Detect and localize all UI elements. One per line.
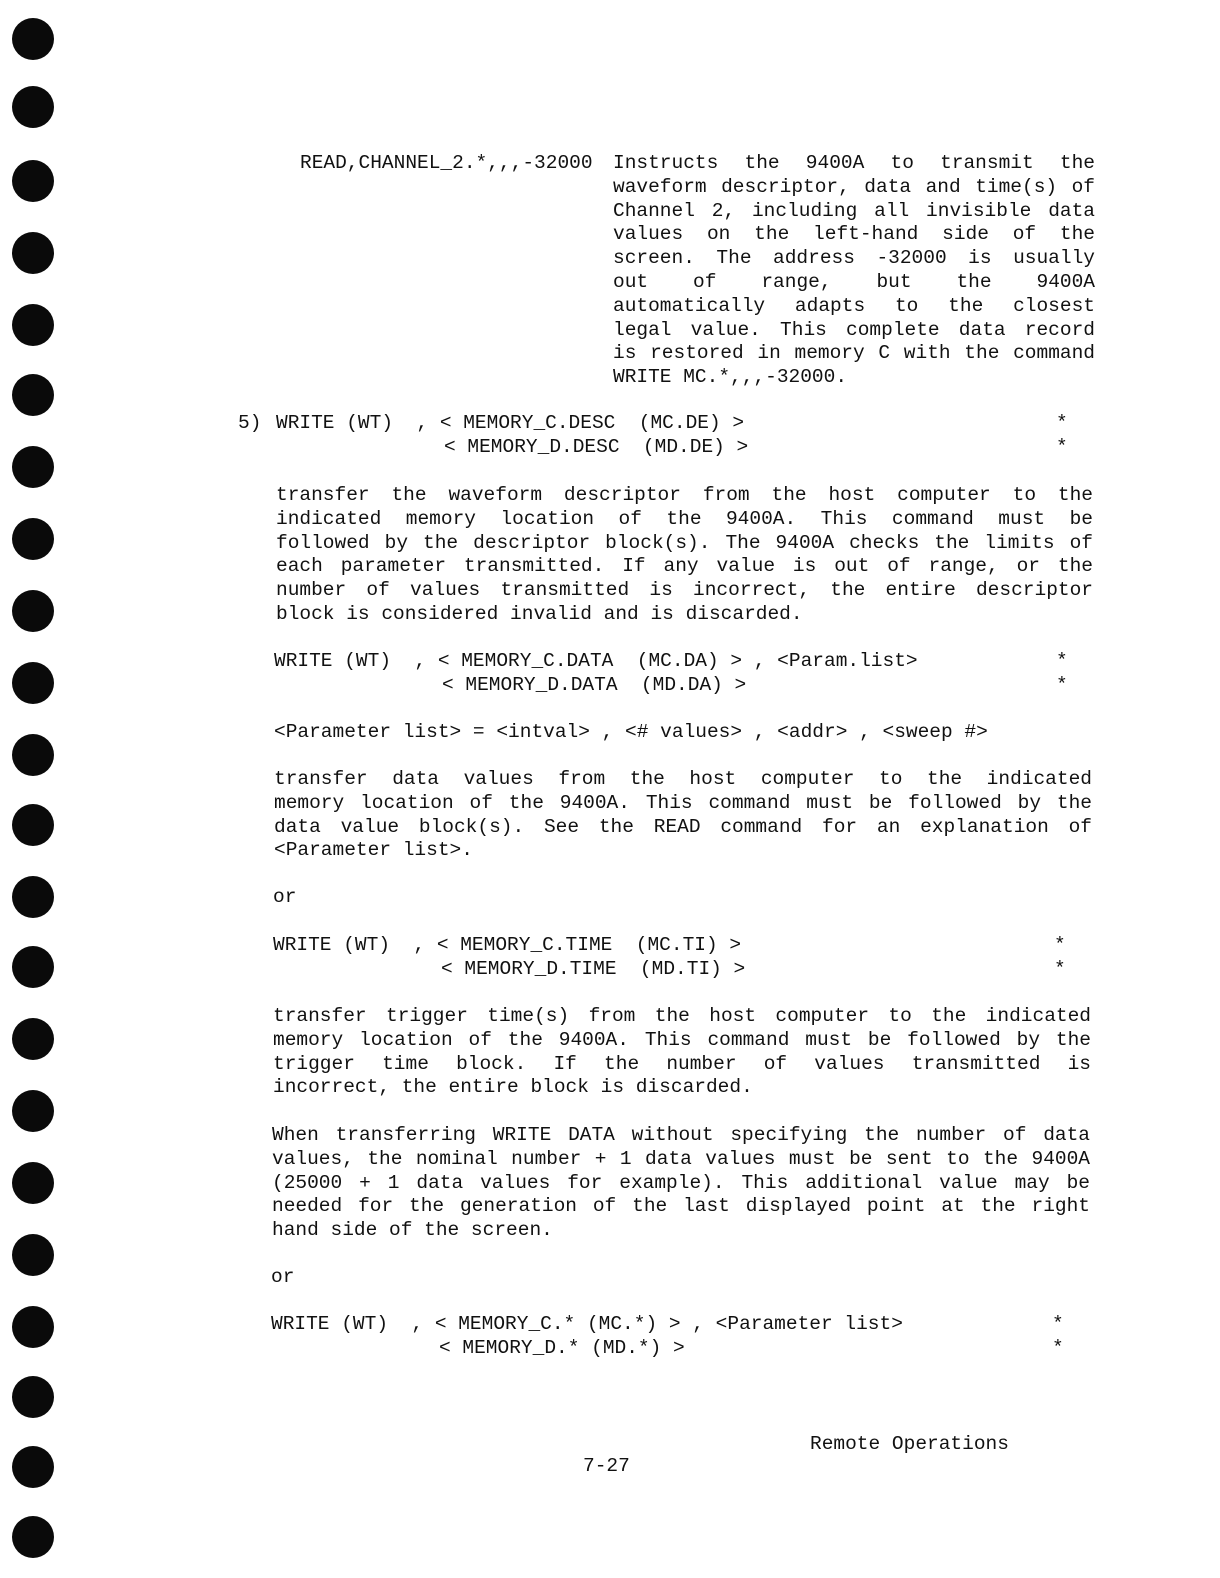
binder-hole <box>12 232 54 274</box>
asterisk-marker: * <box>1054 934 1066 956</box>
binder-hole <box>12 662 54 704</box>
command-syntax-desc: WRITE (WT) , < MEMORY_C.DESC (MC.DE) > <box>276 412 745 434</box>
text-line: Instructs the 9400A to transmit the <box>613 152 1095 174</box>
asterisk-marker: * <box>1056 650 1068 672</box>
text-line: hand side of the screen. <box>272 1219 553 1242</box>
data-paragraph <box>274 768 1092 863</box>
binder-hole <box>12 518 54 560</box>
text-line: each parameter transmitted. If any value is out of range, or the <box>276 555 1093 578</box>
or-separator: or <box>273 886 297 908</box>
time-paragraph <box>273 1005 1091 1100</box>
page-number: 7-27 <box>583 1455 630 1477</box>
binder-hole <box>12 446 54 488</box>
text-line: indicated memory location of the 9400A. This command must be <box>276 507 1093 530</box>
text-line: transfer trigger time(s) from the host computer to the indicated <box>273 1005 1091 1027</box>
text-line: automatically adapts to the closest <box>613 294 1095 317</box>
asterisk-marker: * <box>1056 674 1068 696</box>
example-command: READ,CHANNEL_2.*,,,-32000 <box>300 152 593 174</box>
example-description <box>613 152 1095 390</box>
asterisk-marker: * <box>1056 436 1068 458</box>
text-line: data value block(s). See the READ command for an explanation of <box>274 815 1092 838</box>
asterisk-marker: * <box>1052 1337 1064 1359</box>
binder-hole <box>12 1234 54 1276</box>
text-line: needed for the generation of the last displayed point at the right <box>272 1195 1090 1218</box>
text-line: memory location of the 9400A. This command must be followed by the <box>274 791 1092 814</box>
binder-hole <box>12 1516 54 1558</box>
binder-hole <box>12 374 54 416</box>
binder-hole <box>12 1446 54 1488</box>
command-syntax-desc-alt: < MEMORY_D.DESC (MD.DE) > <box>444 436 749 458</box>
command-syntax-data-alt: < MEMORY_D.DATA (MD.DA) > <box>442 674 747 696</box>
text-line: Channel 2, including all invisible data <box>613 199 1095 222</box>
footer-section-title: Remote Operations <box>810 1433 1009 1455</box>
parameter-list-definition: <Parameter list> = <intval> , <# values> , <addr> , <sweep #> <box>274 721 988 743</box>
command-syntax-time: WRITE (WT) , < MEMORY_C.TIME (MC.TI) > <box>273 934 742 956</box>
binder-hole <box>12 86 54 128</box>
asterisk-marker: * <box>1056 412 1068 434</box>
item-number: 5) <box>238 412 262 434</box>
text-line: block is considered invalid and is discarded. <box>276 602 803 625</box>
binder-hole <box>12 160 54 202</box>
text-line: (25000 + 1 data values for example). This additional value may be <box>272 1171 1090 1194</box>
text-line: transfer data values from the host computer to the indicated <box>274 768 1092 790</box>
binder-hole <box>12 946 54 988</box>
command-syntax-all: WRITE (WT) , < MEMORY_C.* (MC.*) > , <Parameter list> <box>271 1313 903 1335</box>
text-line: out of range, but the 9400A <box>613 270 1095 293</box>
binder-holes <box>0 0 60 1578</box>
command-syntax-data: WRITE (WT) , < MEMORY_C.DATA (MC.DA) > , <Param.list> <box>274 650 918 672</box>
binder-hole <box>12 1162 54 1204</box>
text-line: waveform descriptor, data and time(s) of <box>613 175 1095 198</box>
text-line: <Parameter list>. <box>274 839 473 862</box>
text-line: When transferring WRITE DATA without specifying the number of data <box>272 1124 1090 1146</box>
text-line: WRITE MC.*,,,-32000. <box>613 366 848 389</box>
text-line: is restored in memory C with the command <box>613 342 1095 365</box>
binder-hole <box>12 734 54 776</box>
asterisk-marker: * <box>1052 1313 1064 1335</box>
text-line: transfer the waveform descriptor from the host computer to the <box>276 484 1093 506</box>
binder-hole <box>12 1018 54 1060</box>
command-syntax-all-alt: < MEMORY_D.* (MD.*) > <box>439 1337 685 1359</box>
desc-paragraph <box>276 484 1093 627</box>
binder-hole <box>12 304 54 346</box>
text-line: memory location of the 9400A. This command must be followed by the <box>273 1028 1091 1051</box>
text-line: legal value. This complete data record <box>613 318 1095 341</box>
text-line: incorrect, the entire block is discarded. <box>273 1076 753 1099</box>
binder-hole <box>12 18 54 60</box>
command-syntax-time-alt: < MEMORY_D.TIME (MD.TI) > <box>441 958 746 980</box>
binder-hole <box>12 1376 54 1418</box>
binder-hole <box>12 590 54 632</box>
text-line: screen. The address -32000 is usually <box>613 247 1095 270</box>
asterisk-marker: * <box>1054 958 1066 980</box>
text-line: followed by the descriptor block(s). The 9400A checks the limits of <box>276 531 1093 554</box>
or-separator: or <box>271 1266 295 1288</box>
binder-hole <box>12 804 54 846</box>
binder-hole <box>12 876 54 918</box>
text-line: values on the left-hand side of the <box>613 223 1095 246</box>
note-paragraph <box>272 1124 1090 1243</box>
text-line: number of values transmitted is incorrect, the entire descriptor <box>276 579 1093 602</box>
binder-hole <box>12 1090 54 1132</box>
text-line: values, the nominal number + 1 data values must be sent to the 9400A <box>272 1147 1090 1170</box>
binder-hole <box>12 1306 54 1348</box>
text-line: trigger time block. If the number of values transmitted is <box>273 1052 1091 1075</box>
